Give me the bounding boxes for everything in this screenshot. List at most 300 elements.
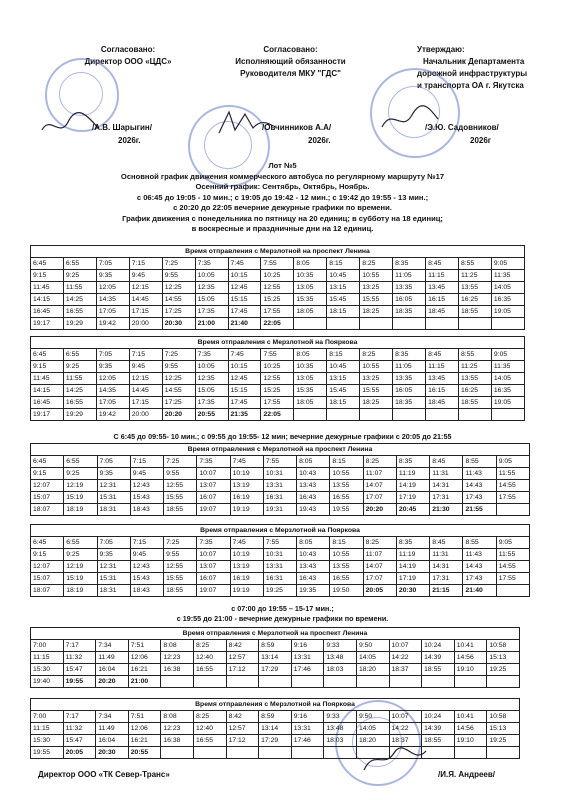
table-row bbox=[31, 652, 520, 664]
departure-time-cell: 21:30 bbox=[430, 504, 463, 516]
departure-time-cell: 20:30 bbox=[396, 585, 429, 597]
departure-time-cell: 10:58 bbox=[487, 640, 520, 652]
departure-time-cell: 17:07 bbox=[363, 573, 396, 585]
schedule-table bbox=[30, 443, 530, 516]
departure-time-cell: 13:35 bbox=[393, 373, 426, 385]
table-row bbox=[31, 294, 525, 306]
departure-time-cell bbox=[360, 318, 393, 330]
departure-time-cell: 19:29 bbox=[63, 318, 96, 330]
departure-time-cell: 12:35 bbox=[195, 373, 228, 385]
departure-time-cell: 21:40 bbox=[463, 585, 496, 597]
departure-time-cell bbox=[426, 409, 459, 421]
departure-time-cell: 7:35 bbox=[197, 537, 230, 549]
table-row bbox=[31, 282, 525, 294]
departure-time-cell: 12:35 bbox=[195, 282, 228, 294]
departure-time-cell: 7:00 bbox=[31, 640, 64, 652]
lot-number: Лот №5 bbox=[268, 161, 297, 170]
departure-time-cell: 7:34 bbox=[96, 711, 129, 723]
departure-time-cell: 8:05 bbox=[294, 258, 327, 270]
departure-time-cell: 8:25 bbox=[363, 456, 396, 468]
departure-time-cell bbox=[324, 676, 357, 688]
departure-time-cell: 19:50 bbox=[330, 585, 363, 597]
departure-time-cell: 17:05 bbox=[96, 306, 129, 318]
departure-time-cell: 8:05 bbox=[297, 537, 330, 549]
departure-time-cell: 19:35 bbox=[297, 585, 330, 597]
departure-time-cell: 12:43 bbox=[130, 480, 163, 492]
departure-time-cell: 11:19 bbox=[396, 468, 429, 480]
departure-time-cell: 9:55 bbox=[162, 361, 195, 373]
departure-time-cell: 17:46 bbox=[291, 735, 324, 747]
departure-time-cell: 19:31 bbox=[263, 504, 296, 516]
departure-time-cell: 20:20 bbox=[162, 409, 195, 421]
departure-time-cell: 14:35 bbox=[96, 294, 129, 306]
departure-time-cell: 6:55 bbox=[63, 258, 96, 270]
schedule-note: С 6:45 до 09:55- 10 мин.; с 09:55 до 19:55- 12 мин; вечерние дежурные графики с 20:05 до 21:55 bbox=[113, 432, 452, 441]
departure-time-cell bbox=[496, 585, 529, 597]
departure-time-cell: 19:10 bbox=[454, 664, 487, 676]
departure-time-cell: 16:45 bbox=[31, 397, 64, 409]
departure-time-cell: 15:07 bbox=[31, 573, 64, 585]
departure-time-cell: 7:55 bbox=[263, 537, 296, 549]
departure-time-cell: 17:15 bbox=[129, 397, 162, 409]
departure-time-cell: 10:05 bbox=[195, 270, 228, 282]
departure-time-cell: 14:19 bbox=[396, 561, 429, 573]
departure-time-cell: 7:05 bbox=[97, 456, 130, 468]
departure-time-cell bbox=[422, 676, 455, 688]
departure-time-cell bbox=[422, 747, 455, 759]
departure-time-cell: 7:00 bbox=[31, 711, 64, 723]
departure-time-cell: 16:35 bbox=[491, 385, 524, 397]
departure-time-cell: 6:55 bbox=[64, 456, 97, 468]
departure-time-cell: 11:45 bbox=[31, 282, 64, 294]
departure-time-cell: 11:05 bbox=[393, 361, 426, 373]
departure-time-cell: 12:06 bbox=[128, 723, 161, 735]
departure-time-cell: 8:45 bbox=[426, 258, 459, 270]
departure-time-cell: 21:00 bbox=[128, 676, 161, 688]
table-title: Время отправления с Мерзлотной на Пояркова bbox=[31, 525, 530, 537]
departure-time-cell: 8:55 bbox=[458, 349, 491, 361]
departure-time-cell: 8:15 bbox=[327, 349, 360, 361]
departure-time-cell bbox=[458, 409, 491, 421]
departure-time-cell: 16:21 bbox=[128, 664, 161, 676]
departure-time-cell: 12:15 bbox=[129, 373, 162, 385]
departure-time-cell: 12:19 bbox=[64, 561, 97, 573]
right-signatory: /Э.Ю. Садовников/ bbox=[425, 123, 499, 132]
departure-time-cell: 15:35 bbox=[294, 294, 327, 306]
departure-time-cell: 12:23 bbox=[161, 652, 194, 664]
departure-time-cell: 10:45 bbox=[327, 361, 360, 373]
departure-time-cell: 10:55 bbox=[330, 549, 363, 561]
table-row bbox=[31, 409, 525, 421]
departure-time-cell: 8:45 bbox=[430, 537, 463, 549]
departure-time-cell: 10:15 bbox=[228, 361, 261, 373]
departure-time-cell: 16:05 bbox=[393, 294, 426, 306]
departure-time-cell: 12:57 bbox=[226, 652, 259, 664]
departure-time-cell: 15:13 bbox=[487, 652, 520, 664]
departure-time-cell: 12:05 bbox=[96, 373, 129, 385]
departure-time-cell: 13:48 bbox=[324, 652, 357, 664]
approval-right-line-2: Начальник Департамента bbox=[423, 57, 525, 66]
departure-time-cell: 16:55 bbox=[63, 397, 96, 409]
departure-time-cell: 16:43 bbox=[297, 492, 330, 504]
departure-time-cell: 15:05 bbox=[195, 385, 228, 397]
departure-time-cell: 12:06 bbox=[128, 652, 161, 664]
departure-time-cell: 15:55 bbox=[164, 573, 197, 585]
departure-time-cell: 16:07 bbox=[197, 492, 230, 504]
table-row bbox=[31, 537, 530, 549]
departure-time-cell: 12:23 bbox=[161, 723, 194, 735]
table-row bbox=[31, 397, 525, 409]
departure-time-cell: 18:15 bbox=[327, 397, 360, 409]
departure-time-cell: 17:31 bbox=[430, 573, 463, 585]
departure-time-cell: 18:05 bbox=[294, 397, 327, 409]
departure-time-cell: 8:59 bbox=[259, 640, 292, 652]
table-row bbox=[31, 573, 530, 585]
departure-time-cell: 13:07 bbox=[197, 480, 230, 492]
departure-time-cell: 14:55 bbox=[162, 385, 195, 397]
departure-time-cell: 7:25 bbox=[162, 349, 195, 361]
departure-time-cell: 10:41 bbox=[454, 640, 487, 652]
departure-time-cell: 13:48 bbox=[324, 723, 357, 735]
departure-time-cell: 7:55 bbox=[261, 258, 294, 270]
departure-time-cell: 12:15 bbox=[129, 282, 162, 294]
departure-time-cell: 10:31 bbox=[263, 549, 296, 561]
departure-time-cell: 18:03 bbox=[324, 735, 357, 747]
departure-time-cell: 7:25 bbox=[164, 537, 197, 549]
departure-time-cell bbox=[327, 318, 360, 330]
departure-time-cell: 11:31 bbox=[430, 549, 463, 561]
departure-time-cell: 13:05 bbox=[294, 373, 327, 385]
departure-time-cell: 10:24 bbox=[422, 711, 455, 723]
departure-time-cell: 9:35 bbox=[96, 361, 129, 373]
departure-time-cell: 7:15 bbox=[129, 258, 162, 270]
departure-time-cell: 7:15 bbox=[130, 537, 163, 549]
heading-line-6: в воскресные и праздничные дни на 12 единиц. bbox=[191, 224, 374, 233]
departure-time-cell: 9:45 bbox=[130, 468, 163, 480]
departure-time-cell: 15:07 bbox=[31, 492, 64, 504]
departure-time-cell bbox=[356, 747, 389, 759]
departure-time-cell: 14:45 bbox=[129, 294, 162, 306]
departure-time-cell: 15:15 bbox=[228, 294, 261, 306]
table-title: Время отправления с Мерзлотной на проспект Ленина bbox=[31, 628, 520, 640]
departure-time-cell: 9:55 bbox=[162, 270, 195, 282]
departure-time-cell: 6:45 bbox=[31, 349, 64, 361]
departure-time-cell: 15:30 bbox=[31, 735, 64, 747]
departure-time-cell: 11:15 bbox=[31, 652, 64, 664]
departure-time-cell: 16:55 bbox=[193, 664, 226, 676]
departure-time-cell: 8:25 bbox=[193, 711, 226, 723]
departure-time-cell: 8:25 bbox=[360, 258, 393, 270]
departure-time-cell: 14:31 bbox=[430, 480, 463, 492]
departure-time-cell: 17:55 bbox=[261, 306, 294, 318]
departure-time-cell: 7:15 bbox=[129, 349, 162, 361]
departure-time-cell: 11:55 bbox=[496, 468, 529, 480]
table-row bbox=[31, 385, 525, 397]
table-row bbox=[31, 723, 520, 735]
table-title: Время отправления с Мерзлотной на проспект Ленина bbox=[31, 444, 530, 456]
departure-time-cell: 10:05 bbox=[195, 361, 228, 373]
departure-time-cell: 8:05 bbox=[297, 456, 330, 468]
departure-time-cell: 16:31 bbox=[263, 492, 296, 504]
departure-time-cell: 17:25 bbox=[162, 306, 195, 318]
departure-time-cell: 18:55 bbox=[164, 585, 197, 597]
departure-time-cell: 8:25 bbox=[363, 537, 396, 549]
departure-time-cell: 9:16 bbox=[291, 711, 324, 723]
departure-time-cell: 9:15 bbox=[31, 468, 64, 480]
approval-left-line-2: Директор ООО «ЦДС» bbox=[84, 57, 172, 66]
departure-time-cell: 13:19 bbox=[230, 561, 263, 573]
departure-time-cell: 10:35 bbox=[294, 361, 327, 373]
departure-time-cell: 13:45 bbox=[426, 373, 459, 385]
departure-time-cell: 7:05 bbox=[96, 349, 129, 361]
departure-time-cell: 20:00 bbox=[129, 409, 162, 421]
departure-time-cell: 11:35 bbox=[491, 361, 524, 373]
departure-time-cell: 13:55 bbox=[330, 561, 363, 573]
schedule-table bbox=[30, 698, 520, 759]
departure-time-cell: 14:45 bbox=[129, 385, 162, 397]
departure-time-cell: 11:49 bbox=[96, 652, 129, 664]
departure-time-cell: 18:35 bbox=[393, 397, 426, 409]
departure-time-cell: 20:05 bbox=[63, 747, 96, 759]
departure-time-cell: 11:35 bbox=[491, 270, 524, 282]
table-row bbox=[31, 270, 525, 282]
departure-time-cell: 11:19 bbox=[396, 549, 429, 561]
departure-time-cell: 18:43 bbox=[130, 585, 163, 597]
departure-time-cell: 21:40 bbox=[228, 318, 261, 330]
departure-time-cell: 19:25 bbox=[487, 664, 520, 676]
departure-time-cell: 14:43 bbox=[463, 480, 496, 492]
departure-time-cell: 13:15 bbox=[327, 373, 360, 385]
table-row bbox=[31, 258, 525, 270]
departure-time-cell bbox=[496, 504, 529, 516]
departure-time-cell: 15:45 bbox=[327, 294, 360, 306]
schedule-table bbox=[30, 245, 525, 330]
signature-left bbox=[40, 110, 100, 140]
departure-time-cell: 13:25 bbox=[360, 373, 393, 385]
departure-time-cell: 16:04 bbox=[96, 735, 129, 747]
departure-time-cell: 11:25 bbox=[458, 361, 491, 373]
departure-time-cell: 14:05 bbox=[356, 652, 389, 664]
heading-line-5: График движения с понедельника по пятницу на 20 единиц; в субботу на 18 единиц; bbox=[122, 213, 443, 223]
departure-time-cell: 9:45 bbox=[130, 549, 163, 561]
departure-time-cell: 15:43 bbox=[130, 573, 163, 585]
departure-time-cell: 15:55 bbox=[360, 385, 393, 397]
departure-time-cell: 19:25 bbox=[487, 735, 520, 747]
departure-time-cell: 14:22 bbox=[389, 652, 422, 664]
departure-time-cell: 12:43 bbox=[130, 561, 163, 573]
departure-time-cell: 8:05 bbox=[294, 349, 327, 361]
middle-signatory: /Овчинников А.А/ bbox=[262, 123, 332, 132]
footer-director: Директор ООО «ТК Север-Транс» bbox=[38, 770, 170, 779]
departure-time-cell: 13:35 bbox=[393, 282, 426, 294]
departure-time-cell: 17:55 bbox=[496, 492, 529, 504]
approval-right-line-1: Утверждаю: bbox=[417, 45, 465, 54]
departure-time-cell: 18:35 bbox=[393, 306, 426, 318]
departure-time-cell: 9:15 bbox=[31, 361, 64, 373]
departure-time-cell: 13:14 bbox=[259, 652, 292, 664]
departure-time-cell: 6:55 bbox=[63, 349, 96, 361]
departure-time-cell: 12:55 bbox=[164, 561, 197, 573]
departure-time-cell: 7:34 bbox=[96, 640, 129, 652]
departure-time-cell: 7:55 bbox=[261, 349, 294, 361]
departure-time-cell: 8:55 bbox=[463, 456, 496, 468]
departure-time-cell: 11:07 bbox=[363, 468, 396, 480]
middle-year: 2026г. bbox=[308, 136, 331, 145]
departure-time-cell bbox=[324, 747, 357, 759]
departure-time-cell: 10:07 bbox=[389, 711, 422, 723]
departure-time-cell: 8:55 bbox=[458, 258, 491, 270]
departure-time-cell: 13:31 bbox=[263, 561, 296, 573]
table-row bbox=[31, 561, 530, 573]
departure-time-cell: 17:05 bbox=[96, 397, 129, 409]
departure-time-cell: 11:55 bbox=[63, 373, 96, 385]
departure-time-cell: 14:15 bbox=[31, 385, 64, 397]
departure-time-cell: 18:55 bbox=[422, 664, 455, 676]
departure-time-cell: 16:55 bbox=[193, 735, 226, 747]
table-row bbox=[31, 306, 525, 318]
departure-time-cell: 9:05 bbox=[491, 258, 524, 270]
departure-time-cell: 14:05 bbox=[491, 282, 524, 294]
departure-time-cell: 10:19 bbox=[230, 549, 263, 561]
departure-time-cell: 12:45 bbox=[228, 282, 261, 294]
departure-time-cell: 9:25 bbox=[63, 361, 96, 373]
departure-time-cell: 12:25 bbox=[162, 373, 195, 385]
departure-time-cell: 11:15 bbox=[426, 270, 459, 282]
departure-time-cell: 19:42 bbox=[96, 318, 129, 330]
departure-time-cell bbox=[360, 409, 393, 421]
departure-time-cell: 17:55 bbox=[261, 397, 294, 409]
departure-time-cell: 20:20 bbox=[96, 676, 129, 688]
left-signatory: /А.В. Шарыгин/ bbox=[92, 123, 152, 132]
departure-time-cell bbox=[458, 318, 491, 330]
departure-time-cell bbox=[356, 676, 389, 688]
departure-time-cell: 10:43 bbox=[297, 549, 330, 561]
departure-time-cell: 13:43 bbox=[297, 480, 330, 492]
departure-time-cell: 15:19 bbox=[64, 492, 97, 504]
departure-time-cell: 9:25 bbox=[63, 270, 96, 282]
departure-time-cell: 7:45 bbox=[230, 537, 263, 549]
table-row bbox=[31, 468, 530, 480]
departure-time-cell: 13:31 bbox=[263, 480, 296, 492]
approval-middle-line-2: Исполняющий обязанности bbox=[235, 57, 346, 66]
departure-time-cell: 17:25 bbox=[162, 397, 195, 409]
heading-line-4: с 20:20 до 22:05 вечерние дежурные графики по времени. bbox=[173, 203, 392, 212]
departure-time-cell: 13:31 bbox=[291, 723, 324, 735]
departure-time-cell: 15:30 bbox=[31, 664, 64, 676]
departure-time-cell: 20:30 bbox=[96, 747, 129, 759]
departure-time-cell: 6:45 bbox=[31, 537, 64, 549]
departure-time-cell: 10:41 bbox=[454, 711, 487, 723]
departure-time-cell: 10:35 bbox=[294, 270, 327, 282]
departure-time-cell: 19:29 bbox=[63, 409, 96, 421]
departure-time-cell: 20:55 bbox=[195, 409, 228, 421]
departure-time-cell bbox=[389, 747, 422, 759]
departure-time-cell: 7:17 bbox=[63, 711, 96, 723]
departure-time-cell: 20:30 bbox=[162, 318, 195, 330]
departure-time-cell: 11:05 bbox=[393, 270, 426, 282]
departure-time-cell: 16:55 bbox=[63, 306, 96, 318]
departure-time-cell: 10:15 bbox=[228, 270, 261, 282]
departure-time-cell: 20:00 bbox=[129, 318, 162, 330]
departure-time-cell: 9:35 bbox=[97, 468, 130, 480]
departure-time-cell: 17:35 bbox=[195, 306, 228, 318]
departure-time-cell: 19:17 bbox=[31, 409, 64, 421]
departure-time-cell: 9:50 bbox=[356, 711, 389, 723]
departure-time-cell: 13:14 bbox=[259, 723, 292, 735]
departure-time-cell: 19:10 bbox=[454, 735, 487, 747]
departure-time-cell: 15:43 bbox=[130, 492, 163, 504]
departure-time-cell: 17:45 bbox=[228, 397, 261, 409]
departure-time-cell bbox=[393, 318, 426, 330]
schedule-note: с 19:55 до 21:00 - вечерние дежурные графики по времени. bbox=[176, 614, 389, 623]
departure-time-cell: 12:07 bbox=[31, 561, 64, 573]
departure-time-cell bbox=[226, 747, 259, 759]
departure-time-cell: 7:51 bbox=[128, 640, 161, 652]
departure-time-cell: 18:07 bbox=[31, 585, 64, 597]
departure-time-cell: 14:56 bbox=[454, 652, 487, 664]
table-row bbox=[31, 480, 530, 492]
departure-time-cell: 8:15 bbox=[330, 456, 363, 468]
heading-line-1: Основной график движения коммерческого автобуса по регулярному маршруту №17 bbox=[120, 171, 445, 181]
schedule-note: с 07:00 до 19:55 – 15-17 мин.; bbox=[231, 604, 334, 613]
departure-time-cell: 7:35 bbox=[195, 349, 228, 361]
table-row bbox=[31, 676, 520, 688]
departure-time-cell: 7:45 bbox=[228, 349, 261, 361]
departure-time-cell bbox=[393, 409, 426, 421]
departure-time-cell: 19:42 bbox=[96, 409, 129, 421]
departure-time-cell bbox=[454, 747, 487, 759]
table-row bbox=[31, 456, 530, 468]
departure-time-cell: 12:45 bbox=[228, 373, 261, 385]
departure-time-cell: 11:43 bbox=[463, 549, 496, 561]
table-title: Время отправления с Мерзлотной на Пояркова bbox=[31, 699, 520, 711]
right-year: 2026г bbox=[470, 136, 492, 145]
departure-time-cell: 7:15 bbox=[130, 456, 163, 468]
departure-time-cell: 21:00 bbox=[195, 318, 228, 330]
departure-time-cell: 11:49 bbox=[96, 723, 129, 735]
departure-time-cell: 10:58 bbox=[487, 711, 520, 723]
departure-time-cell: 15:05 bbox=[195, 294, 228, 306]
departure-time-cell: 7:35 bbox=[197, 456, 230, 468]
departure-time-cell: 12:05 bbox=[96, 282, 129, 294]
departure-time-cell: 9:35 bbox=[97, 549, 130, 561]
departure-time-cell: 18:45 bbox=[426, 306, 459, 318]
departure-time-cell: 19:43 bbox=[297, 504, 330, 516]
departure-time-cell: 16:25 bbox=[458, 385, 491, 397]
departure-time-cell: 10:24 bbox=[422, 640, 455, 652]
departure-time-cell: 7:55 bbox=[263, 456, 296, 468]
departure-time-cell: 9:55 bbox=[164, 468, 197, 480]
departure-time-cell: 9:05 bbox=[491, 349, 524, 361]
departure-time-cell: 7:25 bbox=[164, 456, 197, 468]
departure-time-cell: 8:35 bbox=[393, 258, 426, 270]
departure-time-cell: 18:15 bbox=[327, 306, 360, 318]
departure-time-cell: 9:45 bbox=[129, 361, 162, 373]
table-title: Время отправления с Мерзлотной на Пояркова bbox=[31, 337, 525, 349]
departure-time-cell: 16:15 bbox=[426, 294, 459, 306]
departure-time-cell: 19:19 bbox=[230, 504, 263, 516]
departure-time-cell: 19:40 bbox=[31, 676, 64, 688]
departure-time-cell: 14:39 bbox=[422, 652, 455, 664]
departure-time-cell: 21:55 bbox=[463, 504, 496, 516]
departure-time-cell: 18:55 bbox=[458, 397, 491, 409]
departure-time-cell: 15:45 bbox=[327, 385, 360, 397]
departure-time-cell: 15:31 bbox=[97, 492, 130, 504]
departure-time-cell: 9:50 bbox=[356, 640, 389, 652]
table-row bbox=[31, 549, 530, 561]
departure-time-cell: 12:55 bbox=[261, 282, 294, 294]
departure-time-cell: 17:07 bbox=[363, 492, 396, 504]
